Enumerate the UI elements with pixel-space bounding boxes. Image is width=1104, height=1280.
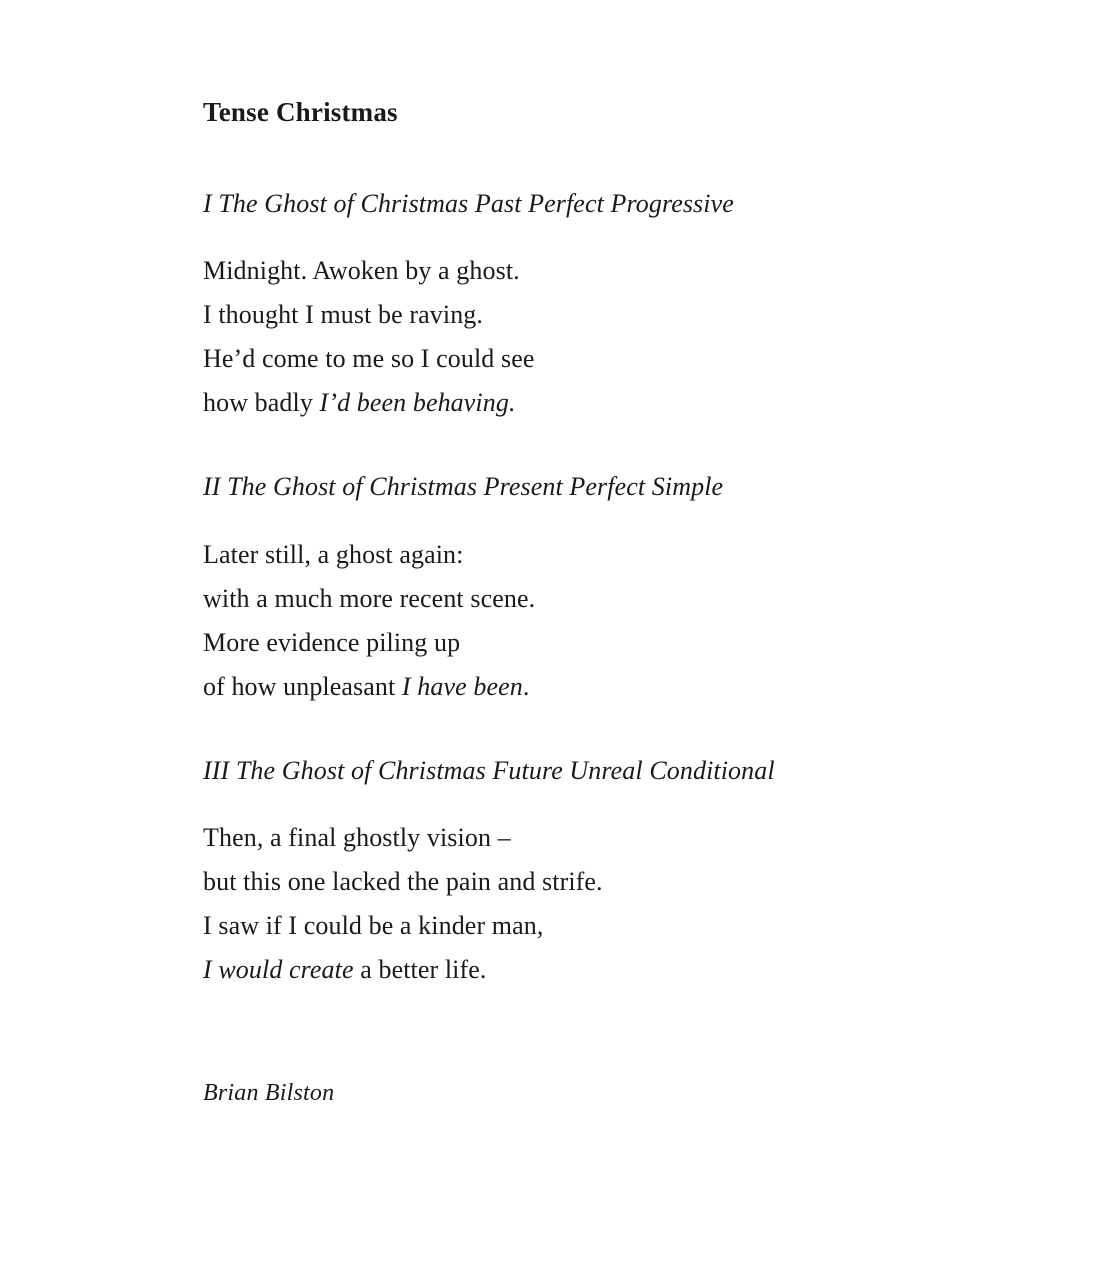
section-heading-2: II The Ghost of Christmas Present Perfect Simple <box>203 472 724 502</box>
poem-line-italic: I’d been behaving. <box>319 388 516 418</box>
poem-line-italic: I have been <box>401 671 523 701</box>
poem-line <box>203 665 1104 709</box>
poem-line-plain: how badly <box>203 388 320 418</box>
poem-line: with a much more recent scene. <box>203 583 536 613</box>
section-heading-3: III The Ghost of Christmas Future Unreal Conditional <box>203 755 775 785</box>
stanza-3 <box>203 816 1104 992</box>
poem-line: I thought I must be raving. <box>203 300 483 330</box>
poem-line: He’d come to me so I could see <box>203 344 535 374</box>
poem-line <box>203 381 1104 425</box>
section-heading-1: I The Ghost of Christmas Past Perfect Progressive <box>203 189 734 219</box>
stanza-2 <box>203 533 1104 709</box>
poem-line: More evidence piling up <box>203 627 461 657</box>
poem-section-1 <box>203 186 1104 425</box>
poem-section-3 <box>203 753 1104 992</box>
author-byline: Brian Bilston <box>203 1079 335 1106</box>
poem-line: Later still, a ghost again: <box>203 539 464 569</box>
poem-line-plain: of how unpleasant <box>203 671 402 701</box>
poem-line <box>203 948 1104 992</box>
poem-line-after: . <box>522 671 530 701</box>
page-title: Tense Christmas <box>203 97 398 127</box>
poem-line: Midnight. Awoken by a ghost. <box>203 256 520 286</box>
stanza-1 <box>203 249 1104 425</box>
poem-section-2 <box>203 469 1104 708</box>
poem-line: but this one lacked the pain and strife. <box>203 866 603 896</box>
poem-line-italic: I would create <box>203 954 354 984</box>
poem-line-after: a better life. <box>353 954 487 984</box>
byline-container <box>203 1080 1104 1107</box>
poem-line: Then, a final ghostly vision – <box>203 822 511 852</box>
poem-line: I saw if I could be a kinder man, <box>203 910 544 940</box>
